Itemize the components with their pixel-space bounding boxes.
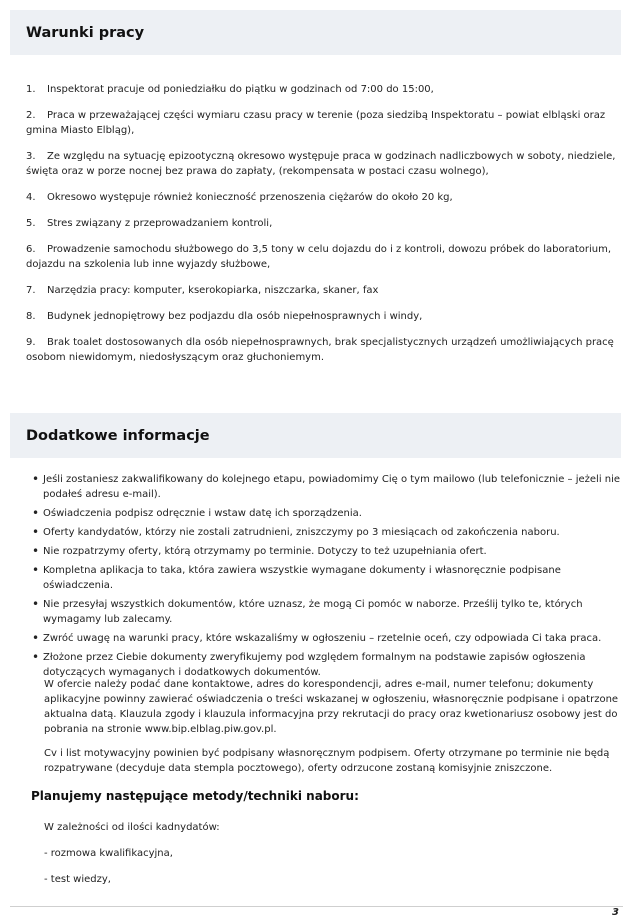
conditions-list xyxy=(26,82,622,376)
method-item: - test wiedzy, xyxy=(44,874,111,885)
footer-divider xyxy=(10,906,623,907)
bullet-item: • Zwróć uwagę na warunki pracy, które wskazaliśmy w ogłoszeniu – rzetelnie oceń, czy odpowiada Ci taka praca. xyxy=(32,631,624,646)
bullet-item: • Oferty kandydatów, którzy nie zostali zatrudnieni, zniszczymy po 3 miesiącach od zakończenia naboru. xyxy=(32,525,624,540)
bullet-item: • Nie przesyłaj wszystkich dokumentów, które uznasz, że mogą Ci pomóc w naborze. Prześlij tylko te, których wymagamy lub zalecamy. xyxy=(32,597,624,627)
bullet-item: • Oświadczenia podpisz odręcznie i wstaw datę ich sporządzenia. xyxy=(32,506,624,521)
list-item: 6. Prowadzenie samochodu służbowego do 3,5 tony w celu dojazdu do i z kontroli, dowozu próbek do laboratorium, dojazdu na szkolenia lub inne wyjazdy służbowe, xyxy=(26,244,612,270)
list-item: 2. Praca w przeważającej części wymiaru czasu pracy w terenie (poza siedzibą Inspektoratu – powiat elbląski oraz gmina Miasto Elbląg), xyxy=(26,110,606,136)
section-title: Warunki pracy xyxy=(26,24,145,41)
list-item: 3. Ze względu na sytuację epizootyczną okresowo występuje praca w godzinach nadliczbowych w soboty, niedziele, święta oraz w porze nocnej bez prawa do zapłaty, (rekompensata w postaci czasu wolnego), xyxy=(26,151,616,177)
section-title: Dodatkowe informacje xyxy=(26,427,210,444)
list-item: 9. Brak toalet dostosowanych dla osób niepełnosprawnych, brak specjalistycznych urządzeń umożliwiających pracę osobom niewidomym, niedosłyszącym oraz głuchoniemym. xyxy=(26,337,614,363)
info-bullet-list xyxy=(32,472,624,684)
section-header-warunki xyxy=(10,10,621,55)
bullet-item: • Jeśli zostaniesz zakwalifikowany do kolejnego etapu, powiadomimy Cię o tym mailowo (lub telefonicznie – jeżeli nie podałeś adresu e-mail). xyxy=(32,472,624,502)
list-item: 7. Narzędzia pracy: komputer, kserokopiarka, niszczarka, skaner, fax xyxy=(26,285,379,296)
contact-info-paragraph: W ofercie należy podać dane kontaktowe, adres do korespondencji, adres e-mail, numer telefonu; dokumenty aplikacyjne powinny zawierać oświadczenia o treści wskazanej w ogłoszeniu, własnoręcznie podpisane i opatrzone aktualna datą. Klauzula zgody i klauzula informacyjna przy rekrutacji do pracy oraz kwetionariusz osobowy jest do pobrania na stronie www.bip.elblag.piw.gov.pl. xyxy=(44,679,619,735)
methods-title: Planujemy następujące metody/techniki naboru: xyxy=(31,789,359,803)
bullet-item: • Złożone przez Ciebie dokumenty zweryfikujemy pod względem formalnym na podstawie zapisów ogłoszenia dotyczących wymaganych i dodatkowych dokumentów. xyxy=(32,650,624,680)
list-item: 5. Stres związany z przeprowadzaniem kontroli, xyxy=(26,218,273,229)
method-item: W zależności od ilości kadnydatów: xyxy=(44,822,220,833)
bullet-item: • Kompletna aplikacja to taka, która zawiera wszystkie wymagane dokumenty i własnoręcznie podpisane oświadczenia. xyxy=(32,563,624,593)
list-item: 1. Inspektorat pracuje od poniedziałku do piątku w godzinach od 7:00 do 15:00, xyxy=(26,84,434,95)
section-header-dodatkowe xyxy=(10,413,621,458)
page-number: 3 xyxy=(612,907,619,918)
list-item: 8. Budynek jednopiętrowy bez podjazdu dla osób niepełnosprawnych i windy, xyxy=(26,311,423,322)
method-item: - rozmowa kwalifikacyjna, xyxy=(44,848,173,859)
bullet-item: • Nie rozpatrzymy oferty, którą otrzymamy po terminie. Dotyczy to też uzupełniania ofert. xyxy=(32,544,624,559)
cv-signature-paragraph: Cv i list motywacyjny powinien być podpisany własnoręcznym podpisem. Oferty otrzymane po terminie nie będą rozpatrywane (decyduje data stempla pocztowego), oferty odrzucone zostaną komisyjnie zniszczone. xyxy=(44,748,610,774)
list-item: 4. Okresowo występuje również konieczność przenoszenia ciężarów do około 20 kg, xyxy=(26,192,453,203)
